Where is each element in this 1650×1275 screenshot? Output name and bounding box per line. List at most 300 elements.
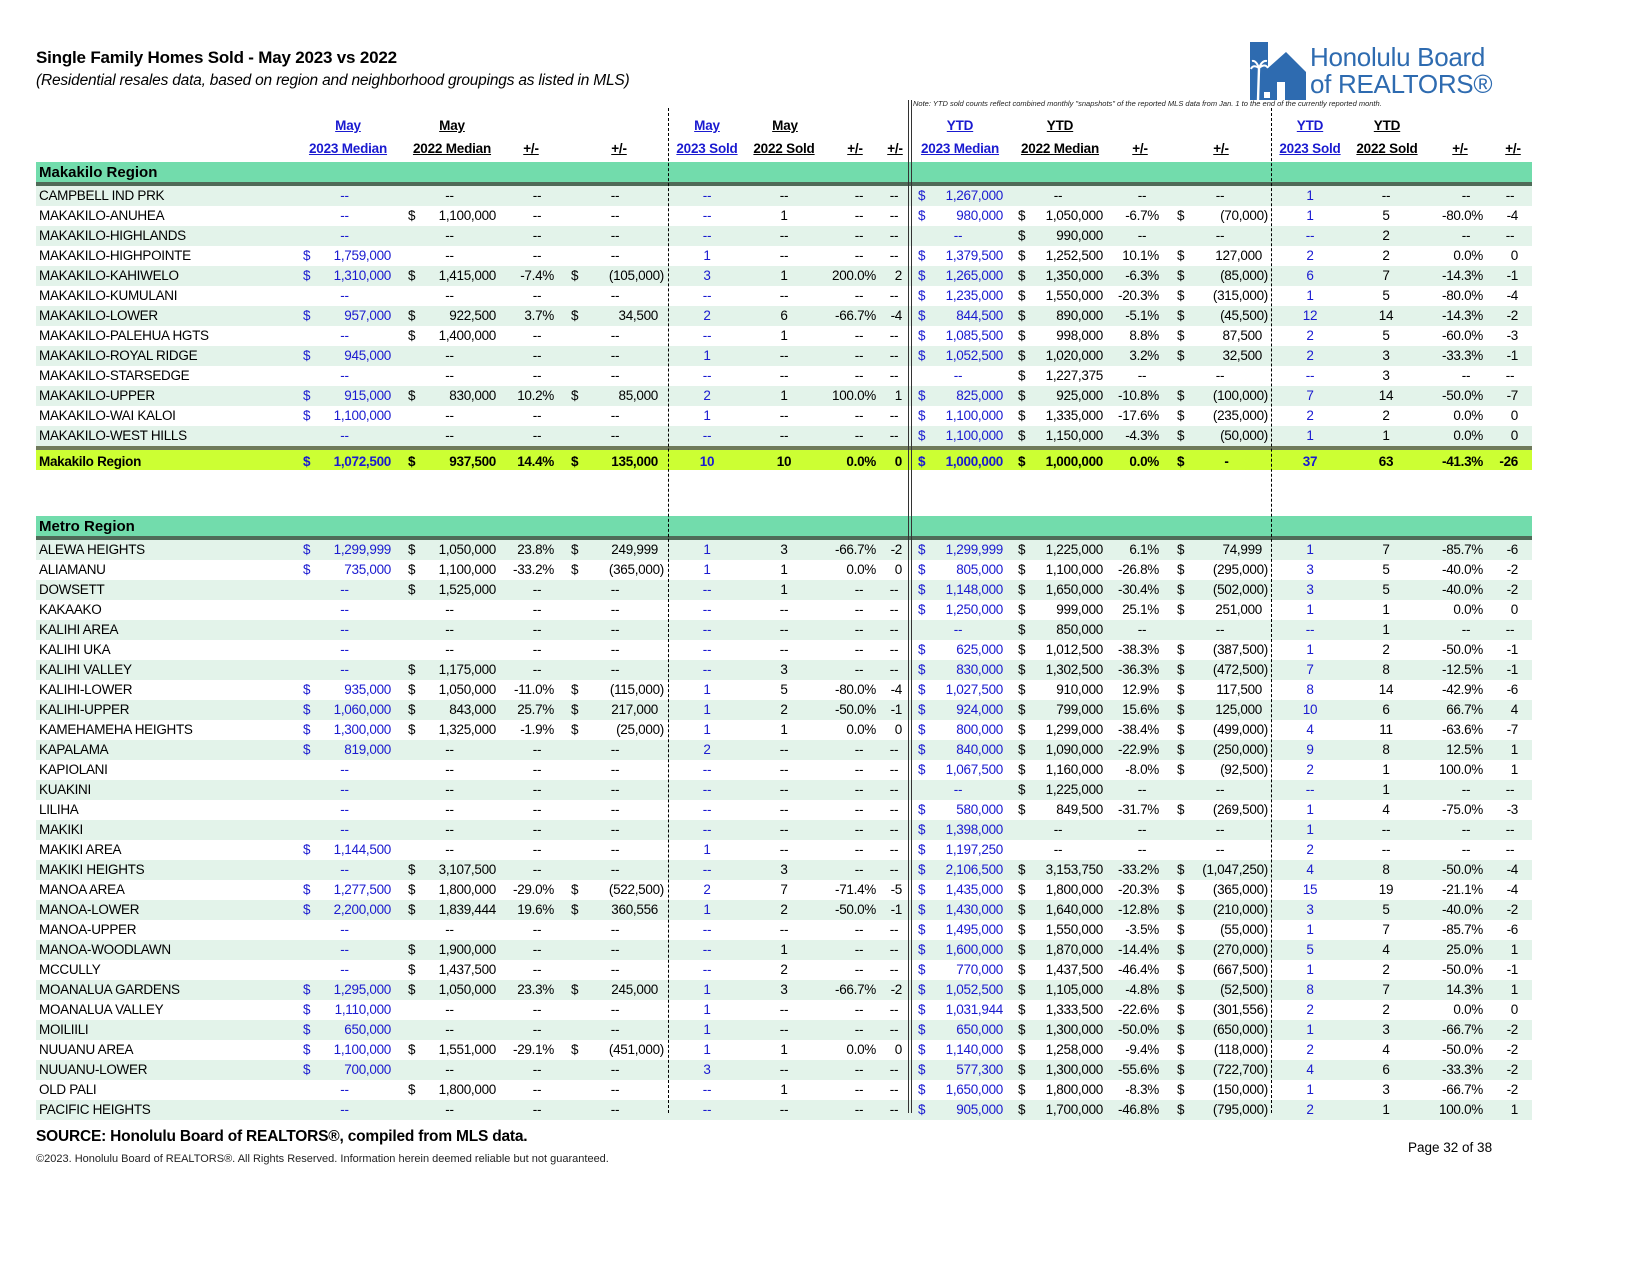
count-cell: --	[702, 328, 712, 343]
change-cell: 23.3%	[517, 982, 554, 997]
value-cell: --	[610, 922, 620, 937]
col-may-2023-median-line1: May	[335, 118, 361, 133]
change-cell: 2	[894, 268, 902, 283]
change-cell: -55.6%	[1118, 1062, 1159, 1077]
dollar-sign: $	[918, 1002, 926, 1017]
dollar-sign: $	[918, 942, 926, 957]
count-cell: --	[702, 622, 712, 637]
value-cell: --	[445, 188, 454, 203]
change-cell: --	[854, 922, 864, 937]
source-note: SOURCE: Honolulu Board of REALTORS®, compiled from MLS data.	[36, 1128, 528, 1145]
value-cell: 34,500	[618, 308, 658, 323]
count-cell: 6	[1382, 702, 1390, 717]
dollar-sign: $	[1177, 454, 1185, 469]
neighborhood-name: MCCULLY	[39, 962, 101, 977]
value-cell: --	[445, 622, 454, 637]
value-cell: 1,277,500	[333, 882, 391, 897]
change-cell: -4	[1506, 862, 1518, 877]
value-cell: (25,000)	[616, 722, 664, 737]
dollar-sign: $	[1177, 902, 1185, 917]
change-cell: -4	[1506, 882, 1518, 897]
value-cell: 1,379,500	[945, 248, 1003, 263]
value-cell: 890,000	[1056, 308, 1103, 323]
count-cell: 1	[780, 942, 788, 957]
value-cell: 87,500	[1222, 328, 1262, 343]
count-cell: 7	[1382, 982, 1390, 997]
region-total-row	[36, 446, 1532, 470]
table-row	[36, 760, 1532, 780]
change-cell: --	[889, 942, 899, 957]
dollar-sign: $	[1018, 722, 1026, 737]
change-cell: -14.3%	[1442, 268, 1483, 283]
value-cell: 1,012,500	[1045, 642, 1103, 657]
change-cell: --	[889, 1002, 899, 1017]
change-cell: -30.4%	[1118, 582, 1159, 597]
dollar-sign: $	[1018, 308, 1026, 323]
value-cell: 2,200,000	[333, 902, 391, 917]
value-cell: 700,000	[344, 1062, 391, 1077]
value-cell: --	[610, 328, 620, 343]
dollar-sign: $	[1018, 962, 1026, 977]
change-cell: --	[1505, 842, 1515, 857]
neighborhood-name: MANOA-UPPER	[39, 922, 137, 937]
dollar-sign: $	[918, 742, 926, 757]
dollar-sign: $	[1177, 742, 1185, 757]
change-cell: -20.3%	[1118, 882, 1159, 897]
value-cell: 1,100,000	[333, 1042, 391, 1057]
col-may-2023-sold-line2: 2023 Sold	[676, 141, 738, 156]
dollar-sign: $	[1018, 348, 1026, 363]
value-cell: 770,000	[956, 962, 1003, 977]
count-cell: 5	[1382, 208, 1390, 223]
count-cell: 1	[703, 682, 711, 697]
dollar-sign: $	[918, 582, 926, 597]
count-cell: 1	[1306, 188, 1314, 203]
change-cell: --	[889, 208, 899, 223]
change-cell: --	[532, 622, 542, 637]
logo-line-1: Honolulu Board	[1310, 42, 1486, 72]
value-cell: (522,500)	[608, 882, 664, 897]
count-cell: --	[779, 428, 789, 443]
value-cell: --	[1053, 842, 1063, 857]
count-cell: 2	[1306, 842, 1314, 857]
dollar-sign: $	[1018, 682, 1026, 697]
value-cell: (92,500)	[1220, 762, 1268, 777]
dollar-sign: $	[918, 428, 926, 443]
change-cell: -11.0%	[514, 682, 554, 697]
count-cell: 11	[1379, 722, 1393, 737]
count-cell: 1	[780, 208, 788, 223]
count-cell: 5	[1306, 942, 1314, 957]
dollar-sign: $	[1018, 642, 1026, 657]
dollar-sign: $	[918, 268, 926, 283]
value-cell: 1,551,000	[438, 1042, 496, 1057]
value-cell: --	[610, 188, 620, 203]
value-cell: 910,000	[1056, 682, 1103, 697]
change-cell: --	[889, 822, 899, 837]
value-cell: 1,235,000	[945, 288, 1003, 303]
dollar-sign: $	[918, 762, 926, 777]
dollar-sign: $	[1018, 762, 1026, 777]
count-cell: 1	[1382, 602, 1390, 617]
region-header	[36, 516, 1532, 540]
table-row	[36, 1000, 1532, 1020]
change-cell: 1	[1510, 742, 1518, 757]
change-cell: -2	[1506, 1042, 1518, 1057]
value-cell: 1,800,000	[438, 882, 496, 897]
change-cell: -6	[1506, 542, 1518, 557]
change-cell: --	[854, 942, 864, 957]
dollar-sign: $	[1177, 542, 1185, 557]
count-cell: --	[779, 762, 789, 777]
count-cell: 2	[1306, 408, 1314, 423]
dollar-sign: $	[1018, 702, 1026, 717]
count-cell: --	[702, 368, 712, 383]
change-cell: --	[889, 622, 899, 637]
col-ytd-sold-pct: +/-	[1452, 141, 1468, 156]
count-cell: 2	[1306, 328, 1314, 343]
change-cell: -26.8%	[1118, 562, 1159, 577]
change-cell: --	[889, 582, 899, 597]
change-cell: -2	[890, 982, 902, 997]
dollar-sign: $	[1018, 562, 1026, 577]
change-cell: -50.0%	[1442, 642, 1483, 657]
count-cell: 1	[1306, 1082, 1314, 1097]
neighborhood-name: PACIFIC HEIGHTS	[39, 1102, 151, 1117]
region-title: Makakilo Region	[39, 164, 158, 181]
page-title: Single Family Homes Sold - May 2023 vs 2022	[36, 48, 397, 67]
table-row	[36, 620, 1532, 640]
neighborhood-name: Makakilo Region	[39, 454, 142, 469]
count-cell: 1	[1306, 962, 1314, 977]
dollar-sign: $	[303, 562, 311, 577]
dollar-sign: $	[303, 702, 311, 717]
count-cell: 1	[780, 1082, 788, 1097]
change-cell: --	[889, 228, 899, 243]
count-cell: 4	[1382, 1042, 1390, 1057]
dollar-sign: $	[408, 862, 416, 877]
change-cell: --	[889, 802, 899, 817]
dollar-sign: $	[1177, 328, 1185, 343]
value-cell: 1,197,250	[945, 842, 1003, 857]
value-cell: --	[610, 1022, 620, 1037]
change-cell: --	[854, 602, 864, 617]
value-cell: 1,100,000	[945, 408, 1003, 423]
table-row	[36, 580, 1532, 600]
dollar-sign: $	[303, 842, 311, 857]
change-cell: --	[889, 428, 899, 443]
change-cell: -33.2%	[1118, 862, 1159, 877]
count-cell: 1	[703, 902, 711, 917]
change-cell: --	[854, 582, 864, 597]
dollar-sign: $	[1018, 228, 1026, 243]
change-cell: --	[854, 228, 864, 243]
value-cell: 924,000	[956, 702, 1003, 717]
value-cell: 1,300,000	[1045, 1022, 1103, 1037]
neighborhood-name: KALIHI VALLEY	[39, 662, 132, 677]
dollar-sign: $	[1177, 582, 1185, 597]
logo-line-2: of REALTORS®	[1310, 69, 1493, 99]
value-cell: 937,500	[449, 454, 496, 469]
change-cell: --	[532, 922, 542, 937]
count-cell: 63	[1378, 454, 1394, 469]
change-cell: 0	[1510, 408, 1518, 423]
change-cell: --	[889, 642, 899, 657]
table-row	[36, 880, 1532, 900]
neighborhood-name: KAPIOLANI	[39, 762, 108, 777]
change-cell: -2	[1506, 582, 1518, 597]
change-cell: 100.0%	[1439, 1102, 1483, 1117]
dollar-sign: $	[918, 1042, 926, 1057]
value-cell: --	[445, 428, 454, 443]
value-cell: 1,150,000	[1045, 428, 1103, 443]
change-cell: 14.4%	[517, 454, 554, 469]
dollar-sign: $	[408, 208, 416, 223]
change-cell: -33.3%	[1442, 348, 1483, 363]
change-cell: 100.0%	[832, 388, 876, 403]
change-cell: --	[889, 782, 899, 797]
value-cell: --	[340, 368, 349, 383]
table-row	[36, 246, 1532, 266]
count-cell: --	[779, 228, 789, 243]
value-cell: (85,000)	[1220, 268, 1268, 283]
change-cell: -4.3%	[1125, 428, 1159, 443]
count-cell: 5	[1382, 288, 1390, 303]
neighborhood-name: LILIHA	[39, 802, 79, 817]
count-cell: 7	[1306, 662, 1314, 677]
change-cell: -12.8%	[1118, 902, 1159, 917]
dollar-sign: $	[408, 388, 416, 403]
table-row	[36, 286, 1532, 306]
dollar-sign: $	[1177, 682, 1185, 697]
dollar-sign: $	[303, 268, 311, 283]
value-cell: 1,148,000	[945, 582, 1003, 597]
count-cell: 14	[1378, 682, 1394, 697]
col-ytd-sold-diff: +/-	[1505, 141, 1521, 156]
region-title: Metro Region	[39, 518, 135, 535]
neighborhood-name: MOANALUA VALLEY	[39, 1002, 164, 1017]
value-cell: 1,265,000	[945, 268, 1003, 283]
change-cell: -2	[1506, 1022, 1518, 1037]
dollar-sign: $	[571, 562, 579, 577]
value-cell: 1,144,500	[333, 842, 391, 857]
change-cell: 0	[894, 722, 902, 737]
dollar-sign: $	[408, 962, 416, 977]
value-cell: --	[340, 1102, 349, 1117]
change-cell: --	[532, 1062, 542, 1077]
value-cell: (50,000)	[1220, 428, 1268, 443]
value-cell: 1,333,500	[1045, 1002, 1103, 1017]
count-cell: 4	[1382, 802, 1390, 817]
value-cell: --	[340, 802, 349, 817]
count-cell: --	[702, 228, 712, 243]
change-cell: 8.8%	[1129, 328, 1159, 343]
dollar-sign: $	[1018, 288, 1026, 303]
value-cell: 1,550,000	[1045, 922, 1103, 937]
neighborhood-name: MAKAKILO-STARSEDGE	[39, 368, 190, 383]
dollar-sign: $	[303, 742, 311, 757]
value-cell: --	[610, 1062, 620, 1077]
change-cell: -66.7%	[1442, 1082, 1483, 1097]
count-cell: --	[702, 582, 712, 597]
value-cell: (250,000)	[1212, 742, 1268, 757]
change-cell: -2	[1506, 308, 1518, 323]
dollar-sign: $	[1018, 742, 1026, 757]
value-cell: 1,300,000	[333, 722, 391, 737]
change-cell: -50.0%	[1442, 962, 1483, 977]
neighborhood-name: ALEWA HEIGHTS	[39, 542, 145, 557]
dollar-sign: $	[1018, 542, 1026, 557]
change-cell: -38.3%	[1118, 642, 1159, 657]
region-header	[36, 162, 1532, 186]
change-cell: -29.1%	[513, 1042, 554, 1057]
dollar-sign: $	[918, 922, 926, 937]
change-cell: --	[1137, 822, 1147, 837]
col-ytd-2023-sold-line2: 2023 Sold	[1279, 141, 1341, 156]
change-cell: --	[889, 1082, 899, 1097]
count-cell: 4	[1382, 942, 1390, 957]
dollar-sign: $	[303, 408, 311, 423]
change-cell: -2	[1506, 1082, 1518, 1097]
value-cell: (269,500)	[1212, 802, 1268, 817]
value-cell: 1,100,000	[1045, 562, 1103, 577]
change-cell: --	[1137, 228, 1147, 243]
value-cell: 1,640,000	[1045, 902, 1103, 917]
dollar-sign: $	[1177, 722, 1185, 737]
neighborhood-name: KAPALAMA	[39, 742, 109, 757]
count-cell: 2	[703, 882, 711, 897]
count-cell: 1	[703, 348, 711, 363]
change-cell: --	[854, 1102, 864, 1117]
value-cell: 800,000	[956, 722, 1003, 737]
value-cell: --	[1215, 188, 1225, 203]
dollar-sign: $	[918, 208, 926, 223]
count-cell: --	[1381, 822, 1391, 837]
dollar-sign: $	[1177, 882, 1185, 897]
value-cell: --	[953, 622, 963, 637]
change-cell: --	[854, 862, 864, 877]
dollar-sign: $	[918, 388, 926, 403]
dollar-sign: $	[918, 802, 926, 817]
count-cell: 1	[703, 542, 711, 557]
change-cell: -20.3%	[1118, 288, 1159, 303]
change-cell: 0	[894, 1042, 902, 1057]
dollar-sign: $	[918, 882, 926, 897]
change-cell: --	[532, 862, 542, 877]
count-cell: --	[1381, 188, 1391, 203]
value-cell: 117,500	[1216, 682, 1262, 697]
count-cell: 2	[1382, 642, 1390, 657]
count-cell: 2	[780, 962, 788, 977]
col-ytd-2022-median-line2: 2022 Median	[1020, 141, 1100, 156]
value-cell: 799,000	[1056, 702, 1103, 717]
change-cell: -85.7%	[1442, 542, 1483, 557]
dollar-sign: $	[408, 682, 416, 697]
dollar-sign: $	[408, 662, 416, 677]
col-ytd-2022-median-line1: YTD	[1046, 118, 1074, 133]
value-cell: (365,000)	[608, 562, 664, 577]
neighborhood-name: MAKAKILO-ANUHEA	[39, 208, 165, 223]
value-cell: 1,050,000	[438, 682, 496, 697]
value-cell: (650,000)	[1212, 1022, 1268, 1037]
count-cell: 1	[1306, 642, 1314, 657]
dollar-sign: $	[1018, 1062, 1026, 1077]
change-cell: --	[532, 822, 542, 837]
table-row	[36, 960, 1532, 980]
dollar-sign: $	[1018, 602, 1026, 617]
dollar-sign: $	[303, 454, 311, 469]
change-cell: --	[1461, 782, 1471, 797]
neighborhood-name: MANOA-LOWER	[39, 902, 140, 917]
change-cell: --	[532, 1102, 542, 1117]
col-ytd-median-pct: +/-	[1132, 141, 1148, 156]
table-row	[36, 700, 1532, 720]
dollar-sign: $	[571, 454, 579, 469]
table-row	[36, 186, 1532, 206]
change-cell: -3.5%	[1125, 922, 1159, 937]
count-cell: 2	[1382, 962, 1390, 977]
table-row	[36, 406, 1532, 426]
dollar-sign: $	[918, 702, 926, 717]
change-cell: -2	[1506, 902, 1518, 917]
change-cell: -50.0%	[835, 902, 876, 917]
change-cell: -33.2%	[513, 562, 554, 577]
neighborhood-name: MAKAKILO-LOWER	[39, 308, 158, 323]
dollar-sign: $	[408, 942, 416, 957]
value-cell: 1,175,000	[438, 662, 496, 677]
count-cell: --	[1305, 228, 1315, 243]
value-cell: --	[445, 602, 454, 617]
dollar-sign: $	[571, 902, 579, 917]
change-cell: --	[854, 248, 864, 263]
value-cell: --	[445, 802, 454, 817]
value-cell: 1,759,000	[333, 248, 391, 263]
value-cell: 922,500	[449, 308, 496, 323]
dollar-sign: $	[1018, 268, 1026, 283]
value-cell: 999,000	[1056, 602, 1103, 617]
count-cell: 1	[703, 1002, 711, 1017]
change-cell: 25.7%	[517, 702, 554, 717]
change-cell: -1	[1506, 962, 1518, 977]
change-cell: --	[1461, 842, 1471, 857]
dollar-sign: $	[408, 1082, 416, 1097]
count-cell: 4	[1306, 862, 1314, 877]
neighborhood-name: MAKAKILO-WEST HILLS	[39, 428, 187, 443]
count-cell: 8	[1306, 682, 1314, 697]
dollar-sign: $	[303, 248, 311, 263]
neighborhood-name: MOILIILI	[39, 1022, 89, 1037]
dollar-sign: $	[1018, 582, 1026, 597]
change-cell: --	[854, 1082, 864, 1097]
dollar-sign: $	[1177, 428, 1185, 443]
value-cell: 1,650,000	[945, 1082, 1003, 1097]
value-cell: 650,000	[344, 1022, 391, 1037]
value-cell: --	[610, 602, 620, 617]
change-cell: --	[532, 762, 542, 777]
value-cell: 360,556	[611, 902, 658, 917]
count-cell: --	[779, 188, 789, 203]
value-cell: 805,000	[956, 562, 1003, 577]
table-row	[36, 1020, 1532, 1040]
change-cell: --	[854, 762, 864, 777]
neighborhood-name: MAKAKILO-KUMULANI	[39, 288, 178, 303]
change-cell: --	[889, 288, 899, 303]
change-cell: --	[1505, 782, 1515, 797]
table-row	[36, 306, 1532, 326]
table-row	[36, 600, 1532, 620]
neighborhood-name: MAKIKI HEIGHTS	[39, 862, 145, 877]
value-cell: --	[340, 208, 349, 223]
